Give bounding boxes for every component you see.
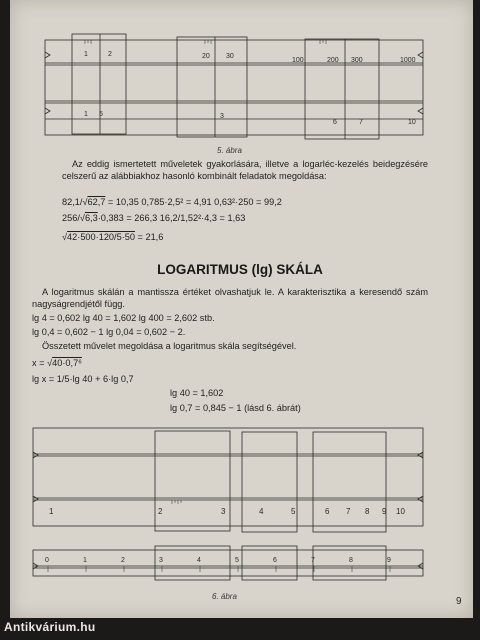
fig6-scale-label: 8 [365, 507, 370, 516]
fig6-lg-label: 1 [83, 557, 87, 564]
row1-radicand: 62,7 [87, 197, 106, 207]
fig6-lg-label: 8 [349, 557, 353, 564]
fig5-top-label: 300 [351, 57, 363, 64]
fig6-lg-label: 4 [197, 557, 201, 564]
fig5-top-label: 2 [108, 51, 112, 58]
row1-rest: = 10,35 0,785·2,5² = 4,91 0,63²·250 = 99,2 [105, 197, 282, 207]
fig5-bottom-label: 5 [99, 111, 103, 118]
section-line-2: lg 0,4 = 0,602 − 1 lg 0,04 = 0,602 − 2. [32, 327, 186, 337]
figure-6-slide-rule [10, 0, 473, 600]
section-line-7: lg 0,7 = 0,845 − 1 (lásd 6. ábrát) [170, 403, 301, 413]
fig6-scale-label: 6 [325, 507, 330, 516]
fig5-top-label: 20 [202, 53, 210, 60]
row3-rest: = 21,6 [134, 232, 164, 242]
fig5-top-label: 1000 [400, 57, 416, 64]
fig6-scale-label: 4 [259, 507, 264, 516]
site-watermark: Antikvárium.hu [4, 620, 96, 634]
fig5-top-label: 1 [84, 51, 88, 58]
fig6-scale-label: 1 [49, 507, 54, 516]
row2-rest: ·0,383 = 266,3 16,2/1,52²·4,3 = 1,63 [97, 213, 246, 223]
fig5-bottom-label: 10 [408, 119, 416, 126]
book-page [10, 0, 473, 618]
fig6-lg-label: 9 [387, 557, 391, 564]
row2-lead: 256/ [62, 213, 80, 223]
fig6-scale-label: 3 [221, 507, 226, 516]
fig6-lg-label: 6 [273, 557, 277, 564]
section-line-3: Összetett művelet megoldása a logaritmus skála segítségével. [42, 341, 297, 351]
fig5-bottom-label: 7 [359, 119, 363, 126]
page-number: 9 [456, 596, 462, 607]
root-sign: √ [79, 213, 85, 223]
section-line-6: lg 40 = 1,602 [170, 388, 224, 398]
row2-radicand: 6,3 [84, 213, 98, 223]
line4-prefix: x = [32, 358, 48, 368]
fig5-bottom-label: 3 [220, 113, 224, 120]
root-sign: √ [47, 358, 53, 368]
fig5-bottom-label: 1 [84, 111, 88, 118]
figure-5-caption: 5. ábra [217, 146, 242, 155]
fig5-top-label: 30 [226, 53, 234, 60]
fig6-scale-label: 5 [291, 507, 296, 516]
intro-paragraph: Az eddig ismertetett műveletek gyakorlására, illetve a logarléc-kezelés beidegzésére celszerű az alábbiakhoz hasonló kombinált feladatok megoldása: [62, 159, 428, 181]
root-sign: √ [62, 232, 68, 242]
fig6-lg-label: 2 [121, 557, 125, 564]
fig6-scale-label: 10 [396, 507, 405, 516]
fig6-lg-label: 7 [311, 557, 315, 564]
section-heading: LOGARITMUS (lg) SKÁLA [157, 262, 323, 277]
row1-lead: 82,1/ [62, 197, 83, 207]
section-line-1: lg 4 = 0,602 lg 40 = 1,602 lg 400 = 2,602 stb. [32, 313, 215, 323]
fig6-scale-label: 7 [346, 507, 351, 516]
line4-radicand: 40·0,7⁶ [52, 358, 82, 368]
fig6-scale-label: 9 [382, 507, 387, 516]
fig5-bottom-label: 6 [333, 119, 337, 126]
fig6-lg-label: 3 [159, 557, 163, 564]
fig5-top-label: 100 [292, 57, 304, 64]
section-paragraph: A logaritmus skálán a mantissza értéket olvashatjuk le. A karakterisztika a keresendő szám nagyságrendjétől függ. [32, 287, 428, 309]
fig6-lg-label: 5 [235, 557, 239, 564]
row3-radicand: 42·500·120/5·50 [67, 232, 135, 242]
fig6-scale-label: 2 [158, 507, 163, 516]
root-sign: √ [82, 197, 88, 207]
fig6-lg-label: 0 [45, 557, 49, 564]
section-line-5: lg x = 1/5·lg 40 + 6·lg 0,7 [32, 374, 134, 384]
fig5-top-label: 200 [327, 57, 339, 64]
figure-6-caption: 6. ábra [212, 592, 237, 601]
